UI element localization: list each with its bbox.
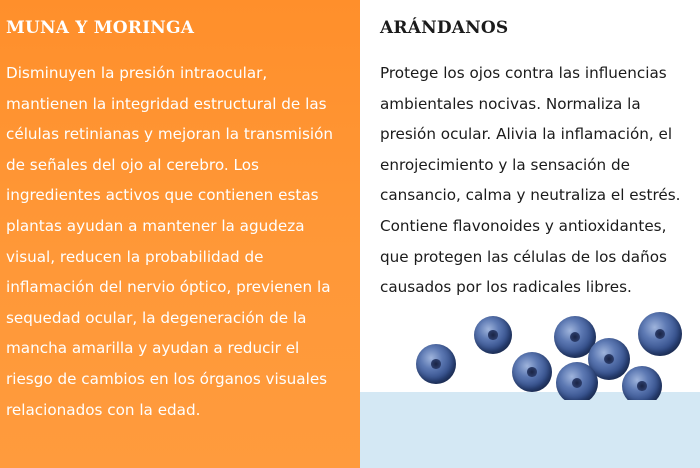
arandanos-title: ARÁNDANOS [380,18,509,38]
blueberry [622,366,662,400]
muna-moringa-description: Disminuyen la presión intraocular, mantienen la integridad estructural de las células retinianas y mejoran la transmisión de señales del ojo al cerebro. Los ingredientes activos que contienen estas plantas ayudan a mantener la agudeza visual, reducen la probabilidad de inflamación del nervio óptico, previenen la sequedad ocular, la degeneración de la mancha amarilla y ayudan a reducir el riesgo de cambios en los órganos visuales relacionados con la edad. [6,64,333,419]
blueberry [416,344,456,384]
blueberry [474,316,512,354]
blueberry [512,352,552,392]
water-background [360,392,700,468]
blueberry [556,362,598,400]
arandanos-panel [360,0,700,468]
arandanos-description: Protege los ojos contra las influencias ambientales nocivas. Normaliza la presión ocular. Alivia la inflamación, el enrojecimiento y la sensación de cansancio, calma y neutraliza el estrés. Contiene flavonoides y antioxidantes, que protegen las células de los daños causados por los radicales libres. [380,64,681,297]
blueberry [638,312,682,356]
muna-moringa-title: MUNA Y MORINGA [6,18,195,38]
blueberries-image [360,300,700,400]
